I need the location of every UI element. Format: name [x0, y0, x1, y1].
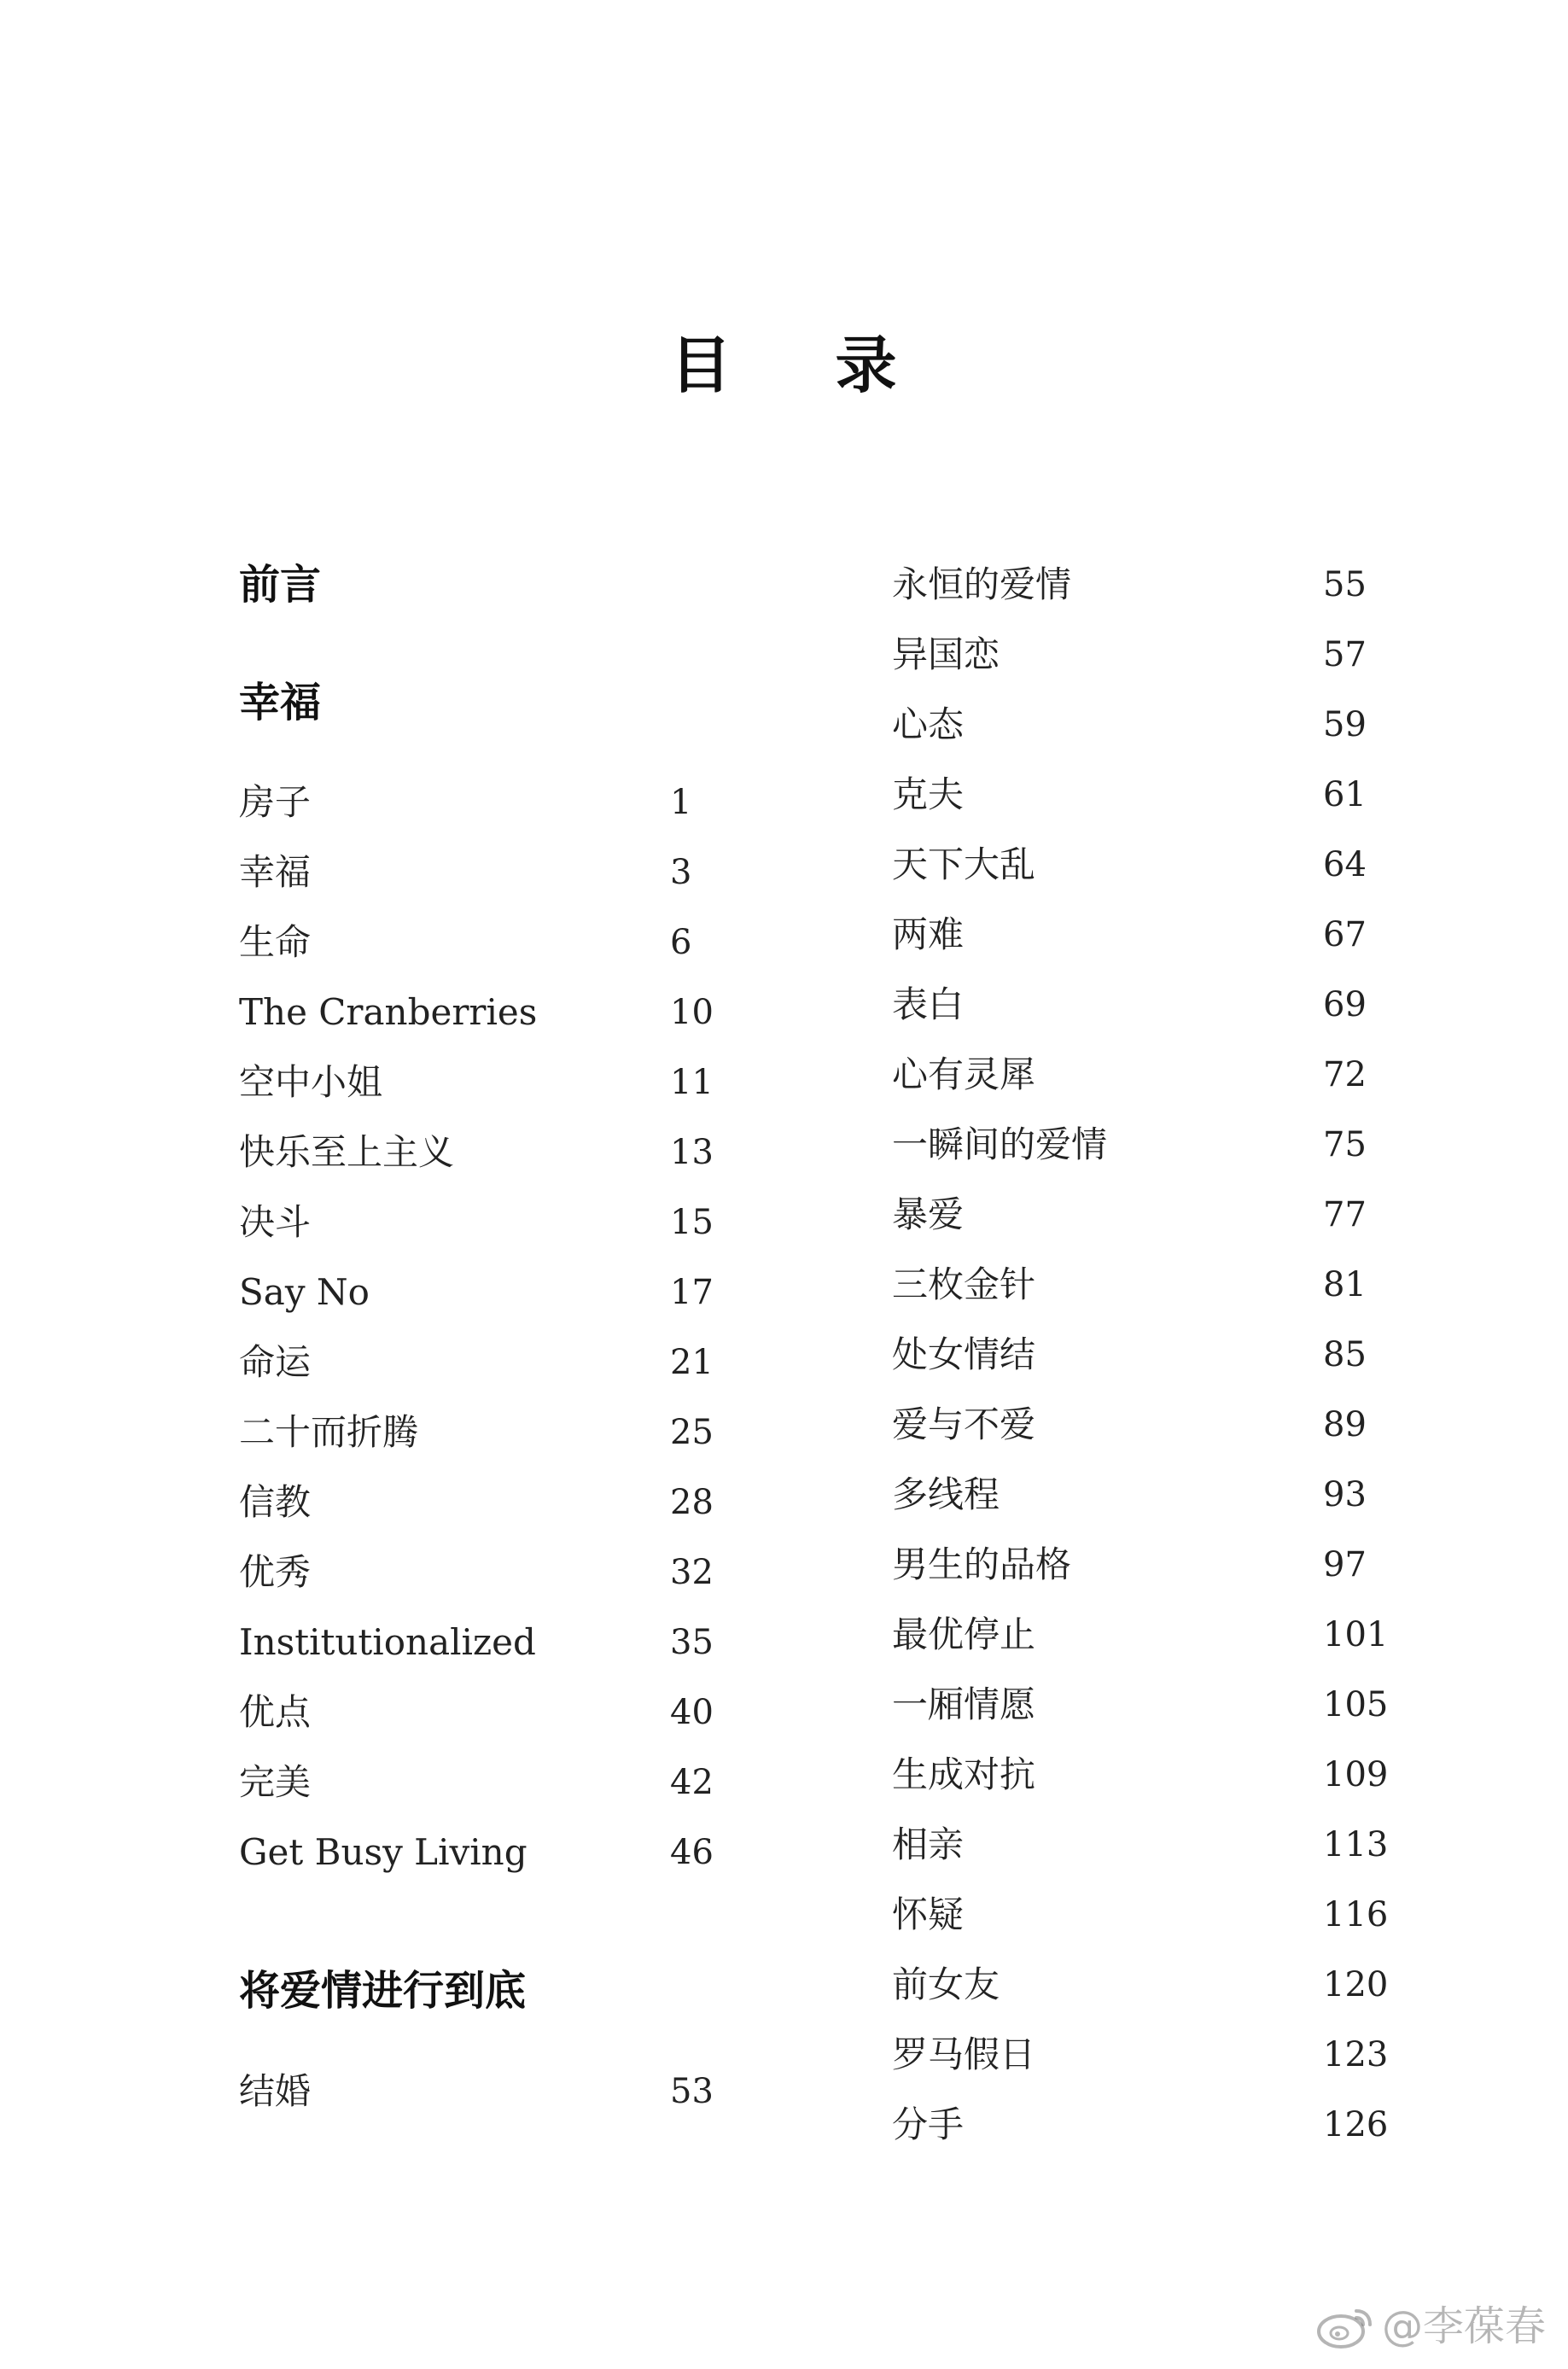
entry-page: 59	[1323, 705, 1367, 744]
toc-entry	[239, 2066, 717, 2117]
entry-page: 67	[1323, 915, 1367, 954]
entry-page: 116	[1323, 1895, 1389, 1934]
entry-title: 永恒的爱情	[892, 563, 1072, 605]
toc-entry	[239, 1267, 717, 1318]
toc-entry	[239, 777, 717, 828]
section-heading-love: 将爱情进行到底	[239, 1967, 527, 2015]
entry-title: 克夫	[892, 773, 965, 815]
entry-page: 3	[670, 853, 692, 892]
entry-page: 25	[670, 1413, 714, 1452]
entry-page: 53	[670, 2072, 714, 2111]
toc-entry	[892, 629, 1387, 680]
entry-title: 生命	[239, 921, 312, 963]
toc-entry	[892, 1259, 1387, 1310]
entry-page: 72	[1323, 1055, 1367, 1094]
title-char-2: 录	[835, 330, 898, 401]
preface-heading: 前言	[239, 561, 322, 609]
toc-entry	[892, 769, 1387, 820]
entry-page: 109	[1323, 1755, 1389, 1794]
entry-title: 罗马假日	[892, 2033, 1036, 2075]
entry-title: 分手	[892, 2104, 965, 2145]
entry-title: 心有灵犀	[892, 1053, 1036, 1095]
toc-entry	[892, 2029, 1387, 2080]
entry-title: 前女友	[892, 1963, 1000, 2005]
toc-entry	[892, 1189, 1387, 1240]
entry-page: 97	[1323, 1545, 1367, 1584]
page-title	[0, 323, 1568, 408]
entry-title: 处女情结	[892, 1333, 1036, 1375]
toc-entry	[892, 979, 1387, 1030]
entry-page: 46	[670, 1833, 714, 1872]
entry-title: Say No	[239, 1271, 370, 1313]
toc-entry	[892, 839, 1387, 890]
entry-page: 77	[1323, 1195, 1367, 1234]
toc-entry	[892, 1889, 1387, 1940]
entry-title: 两难	[892, 913, 965, 955]
entry-page: 123	[1323, 2035, 1389, 2074]
entry-title: 一厢情愿	[892, 1683, 1036, 1725]
entry-page: 89	[1323, 1405, 1367, 1444]
entry-page: 69	[1323, 985, 1367, 1024]
toc-entry	[239, 1547, 717, 1598]
toc-entry	[892, 1329, 1387, 1380]
entry-title: 优秀	[239, 1551, 312, 1593]
toc-entry	[892, 1049, 1387, 1100]
toc-entry	[239, 987, 717, 1038]
entry-page: 81	[1323, 1265, 1367, 1304]
toc-entry	[892, 1539, 1387, 1590]
toc-entry	[239, 1197, 717, 1248]
toc-entry	[892, 699, 1387, 750]
entry-page: 93	[1323, 1475, 1367, 1514]
entry-page: 11	[670, 1063, 714, 1102]
entry-page: 75	[1323, 1125, 1367, 1164]
entry-title: 异国恋	[892, 633, 1000, 675]
entry-page: 105	[1323, 1685, 1389, 1724]
entry-title: 生成对抗	[892, 1753, 1036, 1795]
toc-entry	[892, 1609, 1387, 1660]
entry-page: 10	[670, 993, 714, 1032]
entry-title: 结婚	[239, 2070, 312, 2112]
title-char-1: 目	[670, 330, 733, 401]
weibo-watermark	[1315, 2301, 1546, 2352]
entry-page: 35	[670, 1623, 714, 1662]
entry-page: 42	[670, 1763, 714, 1802]
toc-entry	[892, 1469, 1387, 1520]
entry-title: 相亲	[892, 1823, 965, 1865]
entry-title: 最优停止	[892, 1613, 1036, 1655]
entry-title: 天下大乱	[892, 843, 1036, 885]
toc-entry	[892, 1119, 1387, 1170]
entry-page: 113	[1323, 1825, 1389, 1864]
toc-entry	[239, 1827, 717, 1878]
toc-entry	[892, 559, 1387, 610]
entry-title: 优点	[239, 1691, 312, 1733]
toc-entry	[239, 1757, 717, 1808]
toc-entry	[892, 1679, 1387, 1730]
entry-title: 三枚金针	[892, 1263, 1036, 1305]
entry-title: 怀疑	[892, 1893, 965, 1935]
entry-title: 男生的品格	[892, 1543, 1072, 1585]
entry-title: 决斗	[239, 1201, 312, 1243]
toc-entry	[239, 1127, 717, 1178]
entry-title: Get Busy Living	[239, 1831, 528, 1873]
entry-page: 13	[670, 1133, 714, 1172]
toc-entry	[892, 1749, 1387, 1800]
toc-entry	[892, 909, 1387, 960]
entry-title: 空中小姐	[239, 1061, 383, 1103]
toc-entry	[892, 2099, 1387, 2150]
entry-title: 信教	[239, 1481, 312, 1523]
toc-entry	[239, 1477, 717, 1528]
entry-title: 爱与不爱	[892, 1403, 1036, 1445]
toc-entry	[239, 1407, 717, 1458]
toc-entry	[892, 1819, 1387, 1870]
watermark-text: @李葆春	[1381, 2302, 1546, 2350]
entry-page: 57	[1323, 635, 1367, 674]
entry-title: The Cranberries	[239, 991, 538, 1033]
toc-entry	[892, 1399, 1387, 1450]
entry-page: 21	[670, 1343, 714, 1382]
toc-entry	[239, 1687, 717, 1738]
toc-entry	[239, 1617, 717, 1668]
entry-title: 暴爱	[892, 1193, 965, 1235]
toc-entry	[892, 1959, 1387, 2010]
entry-title: 完美	[239, 1761, 312, 1803]
entry-page: 40	[670, 1693, 714, 1732]
entry-title: 多线程	[892, 1473, 1000, 1515]
entry-page: 61	[1323, 775, 1367, 814]
toc-entry	[239, 1337, 717, 1388]
entry-title: 房子	[239, 781, 312, 823]
entry-page: 85	[1323, 1335, 1367, 1374]
weibo-logo-icon	[1315, 2302, 1375, 2350]
entry-title: 幸福	[239, 851, 312, 893]
entry-title: 一瞬间的爱情	[892, 1123, 1108, 1165]
entry-page: 126	[1323, 2105, 1389, 2144]
entry-title: 心态	[892, 703, 965, 745]
section-heading-happiness: 幸福	[239, 679, 322, 726]
entry-page: 1	[670, 783, 692, 822]
entry-title: 表白	[892, 983, 965, 1025]
toc-entry	[239, 917, 717, 968]
entry-page: 15	[670, 1203, 714, 1242]
toc-entry	[239, 847, 717, 898]
entry-page: 120	[1323, 1965, 1389, 2004]
entry-page: 32	[670, 1553, 714, 1592]
entry-title: Institutionalized	[239, 1621, 536, 1663]
entry-page: 64	[1323, 845, 1367, 884]
entry-page: 17	[670, 1273, 714, 1312]
entry-page: 6	[670, 923, 692, 962]
entry-page: 101	[1323, 1615, 1389, 1654]
entry-title: 快乐至上主义	[239, 1131, 455, 1173]
toc-entry	[239, 1057, 717, 1108]
entry-title: 命运	[239, 1341, 312, 1383]
entry-title: 二十而折腾	[239, 1411, 419, 1453]
entry-page: 28	[670, 1483, 714, 1522]
entry-page: 55	[1323, 565, 1367, 604]
